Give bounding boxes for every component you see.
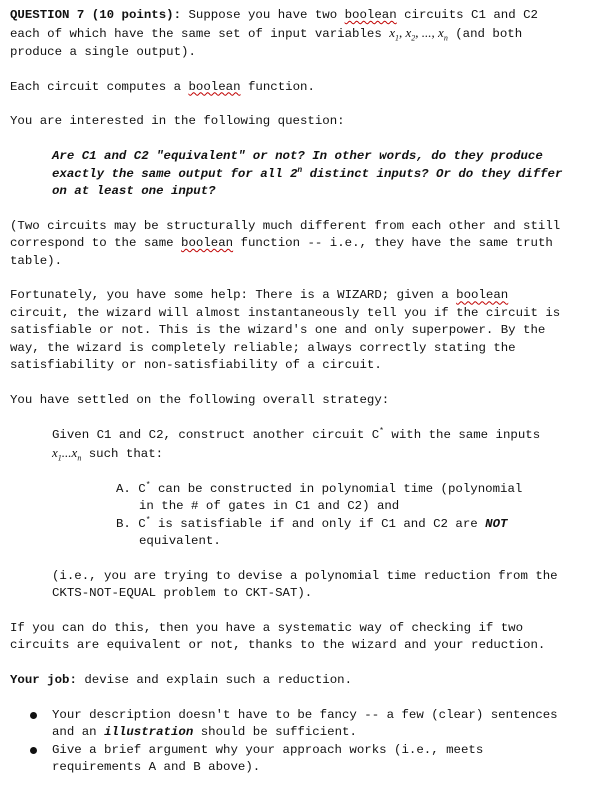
paragraph-structure-1: (Two circuits may be structurally much different from each other and still [10,218,561,233]
question-block-line-1: Are C1 and C2 "equivalent" or not? In other words, do they produce [52,149,543,164]
question-header: QUESTION 7 (10 points): [10,8,182,22]
requirement-a-line-1: A. C* can be constructed in polynomial time (polynomial [116,480,523,496]
spelling-underline-word: boolean [188,79,241,94]
question-intro-line-3: produce a single output). [10,44,196,59]
bullet-item-1-cont: and an illustration should be sufficient. [52,725,357,740]
bullet-item-1: Your description doesn't have to be fancy -- a few (clear) sentences [10,707,602,724]
question-block-line-2: exactly the same output for all 2$^n$ distinct inputs? Or do they differ [52,165,563,181]
paragraph-wizard-1: Fortunately, you have some help: There is a WIZARD; given a boolean [10,288,509,303]
question-block-line-3: on at least one input? [52,184,216,199]
bullet-icon [30,712,37,719]
strategy-inputs: $x_1...x_n$ such that: [52,445,164,463]
spelling-underline-word: boolean [181,236,234,251]
strategy-note-1: (i.e., you are trying to devise a polynomial time reduction from the [52,568,558,583]
strategy-note-2: CKTS-NOT-EQUAL problem to CKT-SAT). [52,586,313,601]
bullet-item-2: Give a brief argument why your approach works (i.e., meets [10,742,602,759]
paragraph-wizard-5: satisfiability or non-satisfiability of a circuit. [10,358,382,373]
paragraph-structure-3: table). [10,253,63,268]
paragraph-wizard-2: circuit, the wizard will almost instantaneously tell you if the circuit is [10,305,561,320]
paragraph-wizard-4: way, the wizard is completely reliable; always correctly stating the [10,340,516,355]
question-intro-line-1: QUESTION 7 (10 points): Suppose you have two boolean circuits C1 and C2 [10,8,538,22]
spelling-underline-word: boolean [456,288,509,303]
question-document [10,7,602,777]
your-job-label: Your job: [10,673,77,688]
paragraph-structure-2: correspond to the same boolean function -- i.e., they have the same truth [10,236,553,251]
your-job: Your job: devise and explain such a reduction. [10,673,353,688]
input-variables: $x_1$, $x_2$, ..., $x_n$ [389,25,448,43]
bullet-item-2-cont: requirements A and B above). [52,760,261,775]
paragraph-result-2: circuits are equivalent or not, thanks to the wizard and your reduction. [10,638,546,653]
requirement-b-line-1: B. C* is satisfiable if and only if C1 and C2 are NOT [116,515,508,531]
spelling-underline-word: boolean [344,8,397,22]
paragraph-result-1: If you can do this, then you have a systematic way of checking if two [10,621,524,636]
paragraph-function: Each circuit computes a boolean function. [10,79,315,94]
strategy-given: Given C1 and C2, construct another circuit C* with the same inputs [52,426,541,442]
question-intro-line-2: each of which have the same set of input variables $x_1$, $x_2$, ..., $x_n$ (and both [10,25,523,43]
paragraph-strategy: You have settled on the following overall strategy: [10,392,390,407]
paragraph-interest: You are interested in the following question: [10,114,345,129]
requirement-a-line-2: in the # of gates in C1 and C2) and [139,499,400,514]
paragraph-wizard-3: satisfiable or not. This is the wizard's one and only superpower. By the [10,323,546,338]
requirement-b-line-2: equivalent. [139,534,221,549]
bullet-icon [30,747,37,754]
